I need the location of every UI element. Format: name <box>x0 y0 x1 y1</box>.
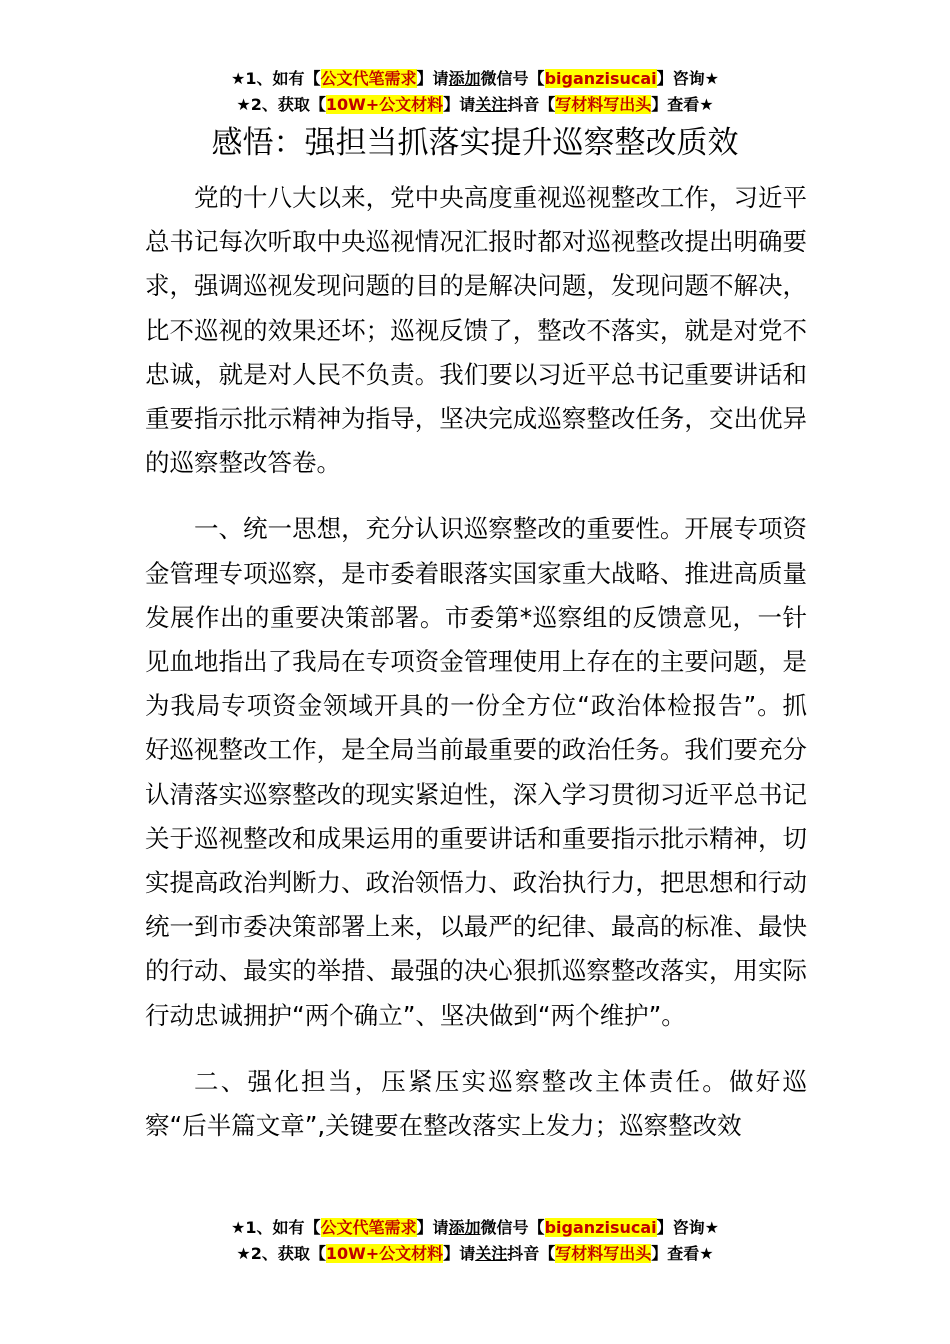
banner-text: 】请 <box>443 95 476 114</box>
banner-text: 】请 <box>416 69 449 88</box>
banner-line-2 <box>0 1241 950 1267</box>
banner-text: 抖音【 <box>507 95 556 114</box>
banner-underlined: 添加 <box>448 1218 481 1237</box>
banner-text: ★2、获取【 <box>236 95 326 114</box>
banner-underlined: 关注 <box>475 1244 508 1263</box>
banner-text: ★2、获取【 <box>236 1244 326 1263</box>
banner-highlight: 写材料写出头 <box>555 1244 652 1263</box>
banner-line-1 <box>0 1215 950 1241</box>
document-body <box>145 176 807 1170</box>
banner-text: 】咨询★ <box>656 1218 719 1237</box>
banner-highlight: 公文代笔需求 <box>320 1218 417 1237</box>
banner-text: 微信号【 <box>480 1218 545 1237</box>
document-title: 感悟：强担当抓落实提升巡察整改质效 <box>211 125 739 161</box>
banner-text: 】请 <box>416 1218 449 1237</box>
paragraph: 一、统一思想，充分认识巡察整改的重要性。开展专项资金管理专项巡察，是市委着眼落实国家重大战略、推进高质量发展作出的重要决策部署。市委第*巡察组的反馈意见，一针见血地指出了我局在专项资金管理使用上存在的主要问题，是为我局专项资金领域开具的一份全方位“政治体检报告”。抓好巡视整改工作，是全局当前最重要的政治任务。我们要充分认清落实巡察整改的现实紧迫性，深入学习贯彻习近平总书记关于巡视整改和成果运用的重要讲话和重要指示批示精神，切实提高政治判断力、政治领悟力、政治执行力，把思想和行动统一到市委决策部署上来，以最严的纪律、最高的标准、最快的行动、最实的举措、最强的决心狠抓巡察整改落实，用实际行动忠诚拥护“两个确立”、坚决做到“两个维护”。 <box>145 514 807 1030</box>
banner-text: 】查看★ <box>651 1244 714 1263</box>
footer-banner <box>0 1215 950 1267</box>
banner-underlined: 添加 <box>448 69 481 88</box>
banner-text: 微信号【 <box>480 69 545 88</box>
banner-text: ★1、如有【 <box>231 69 321 88</box>
header-banner <box>0 66 950 118</box>
banner-text: ★1、如有【 <box>231 1218 321 1237</box>
banner-highlight: 10W+公文材料 <box>325 1244 444 1263</box>
paragraph: 党的十八大以来，党中央高度重视巡视整改工作，习近平总书记每次听取中央巡视情况汇报时都对巡视整改提出明确要求，强调巡视发现问题的目的是解决问题，发现问题不解决，比不巡视的效果还坏；巡视反馈了，整改不落实，就是对党不忠诚，就是对人民不负责。我们要以习近平总书记重要讲话和重要指示批示精神为指导，坚决完成巡察整改任务，交出优异的巡察整改答卷。 <box>145 183 807 478</box>
banner-line-1 <box>0 66 950 92</box>
banner-highlight: 公文代笔需求 <box>320 69 417 88</box>
banner-text: 抖音【 <box>507 1244 556 1263</box>
banner-highlight: 写材料写出头 <box>555 95 652 114</box>
paragraph: 二、强化担当，压紧压实巡察整改主体责任。做好巡察“后半篇文章”,关键要在整改落实上发力；巡察整改效 <box>145 1066 807 1141</box>
banner-highlight: biganzisucai <box>544 1218 657 1237</box>
banner-text: 】请 <box>443 1244 476 1263</box>
banner-highlight: 10W+公文材料 <box>325 95 444 114</box>
banner-line-2 <box>0 92 950 118</box>
banner-text: 】查看★ <box>651 95 714 114</box>
banner-highlight: biganzisucai <box>544 69 657 88</box>
banner-text: 】咨询★ <box>656 69 719 88</box>
banner-underlined: 关注 <box>475 95 508 114</box>
